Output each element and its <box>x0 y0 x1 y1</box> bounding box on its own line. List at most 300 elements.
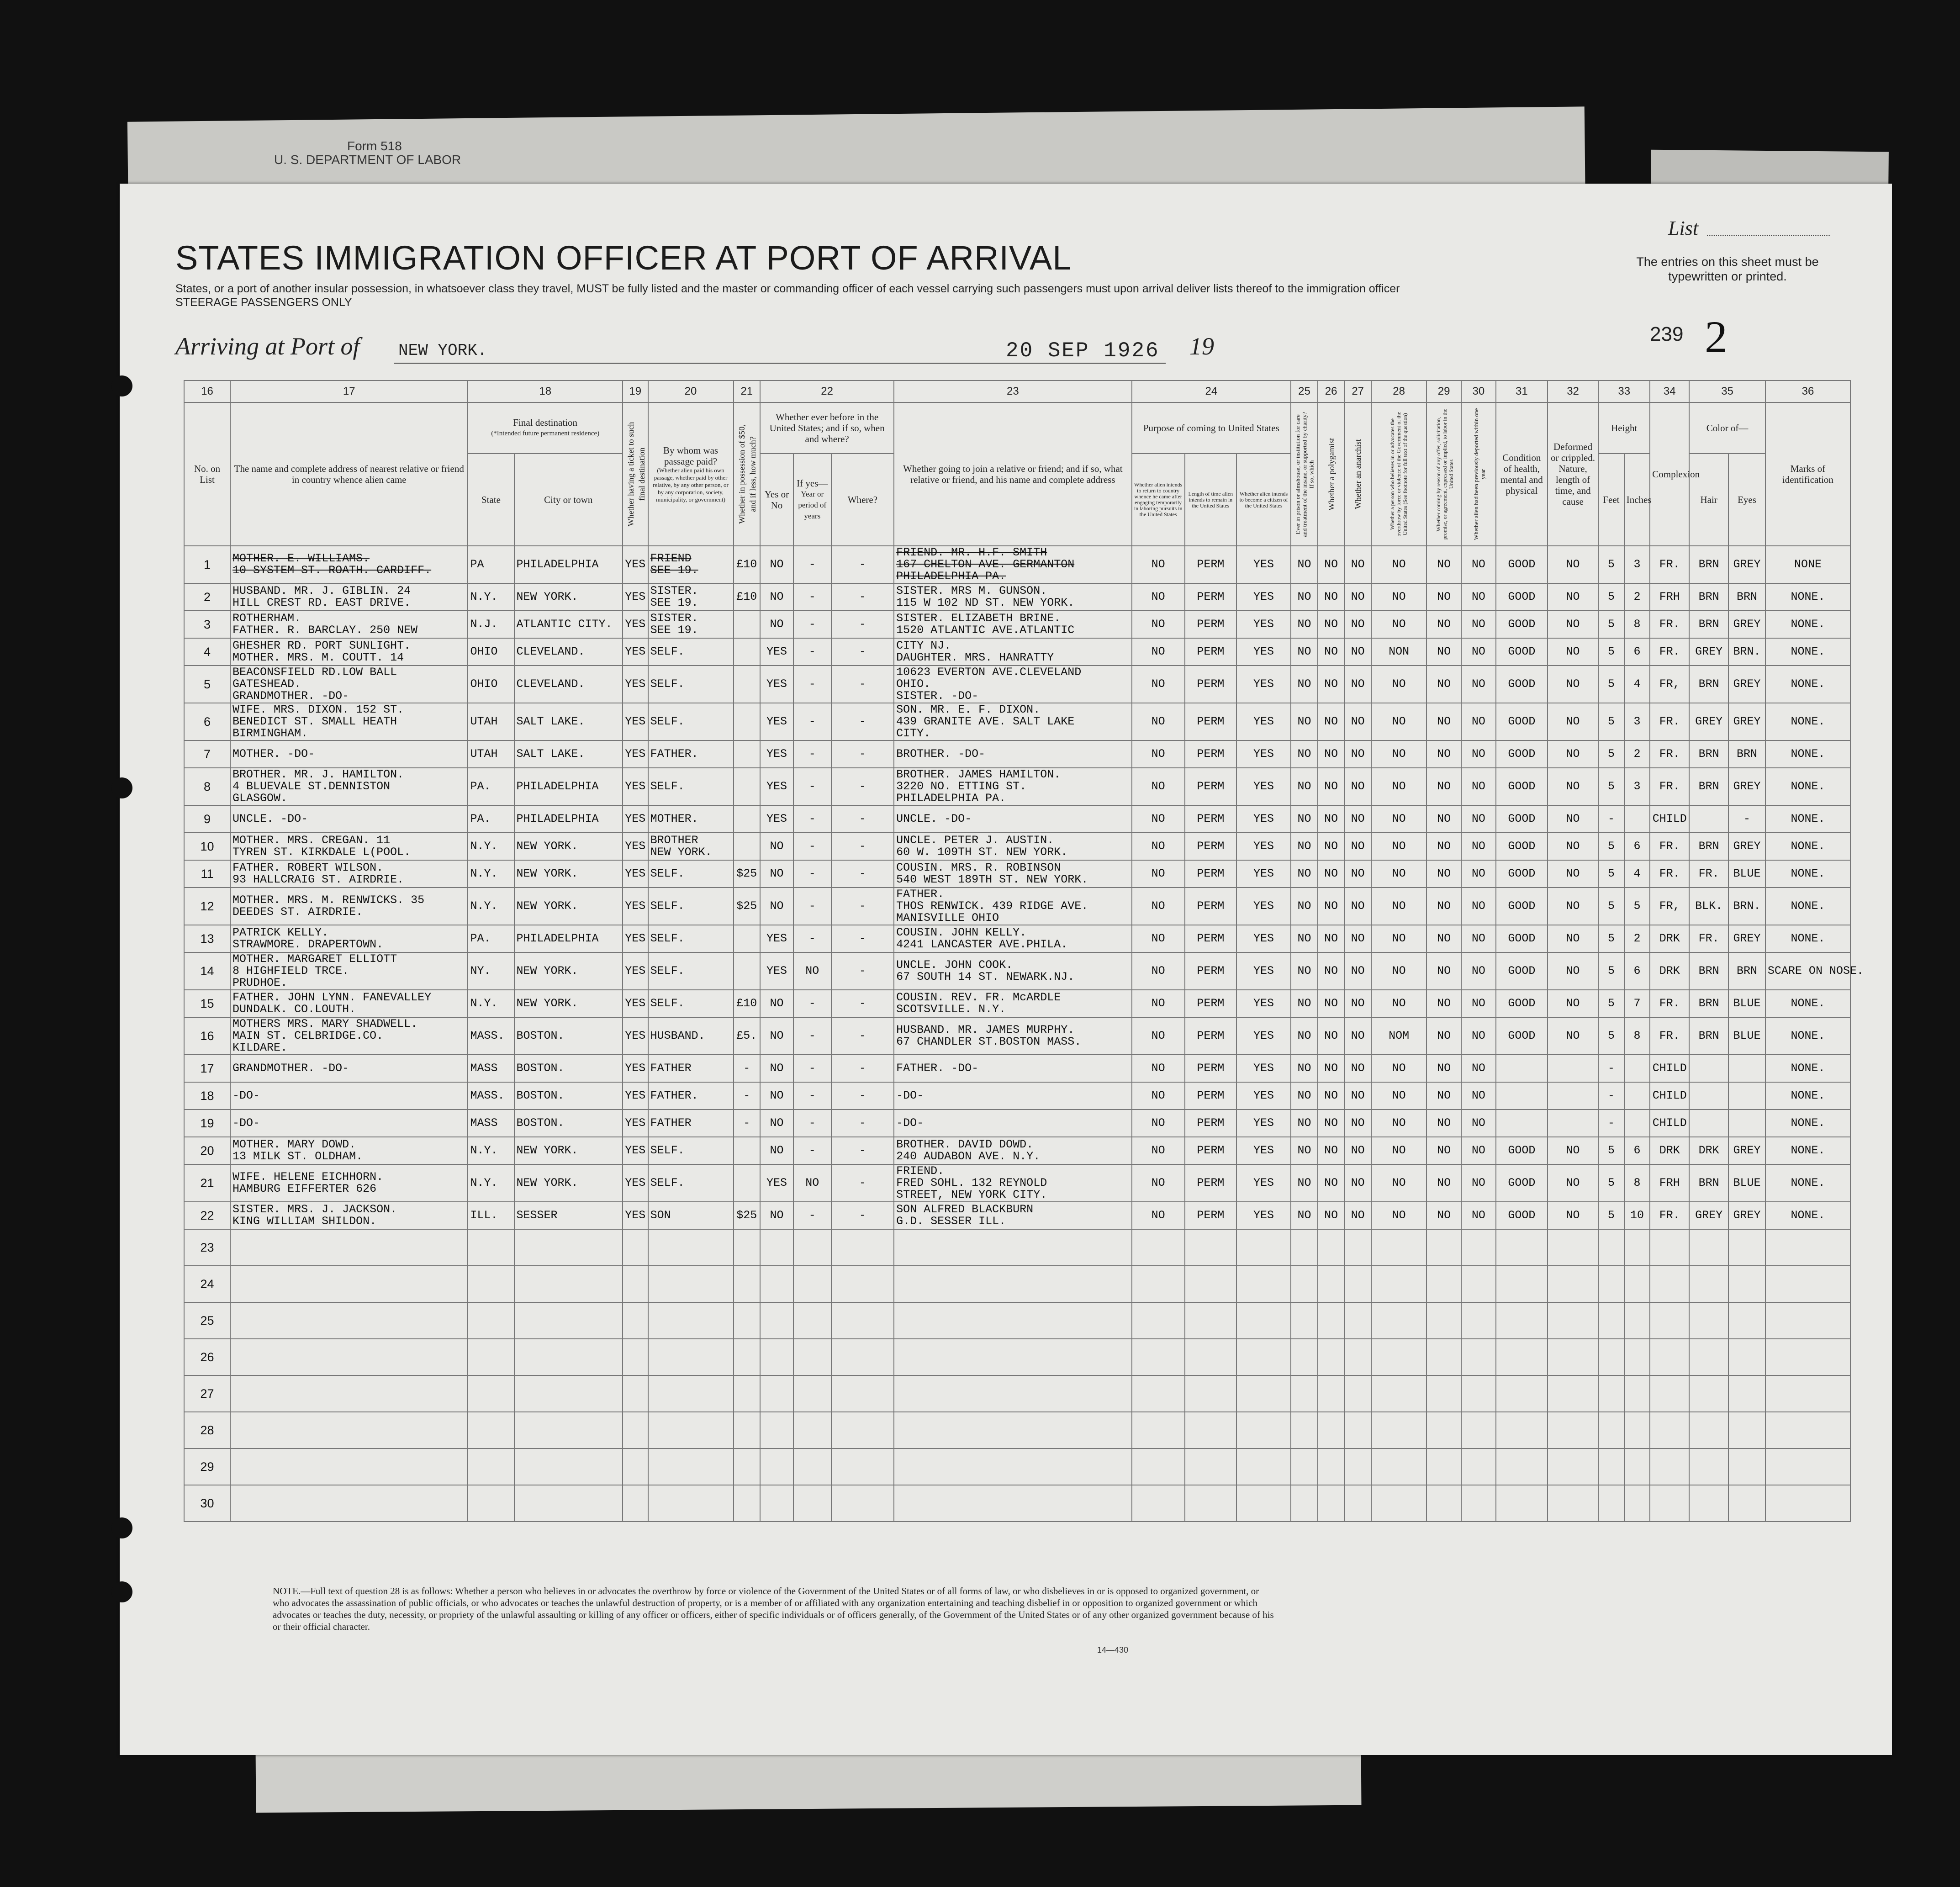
empty-cell <box>1689 1302 1728 1339</box>
year-label: 19 <box>1189 333 1214 360</box>
subtitle <box>175 282 1683 309</box>
empty-cell <box>1291 1412 1318 1448</box>
empty-cell <box>1728 1266 1765 1302</box>
passage-paid-by-line: FATHER. <box>650 1089 698 1102</box>
period-value: - <box>793 833 831 860</box>
eye-color: GREY <box>1728 666 1765 703</box>
header-complexion: Complexion <box>1650 402 1689 546</box>
q29-value: NO <box>1426 952 1461 990</box>
health-value: GOOD <box>1496 1017 1548 1055</box>
empty-cell <box>648 1412 734 1448</box>
empty-cell <box>1689 1339 1728 1375</box>
period-value: - <box>793 860 831 888</box>
destination-state: MASS. <box>468 1082 514 1110</box>
purpose-length: PERM <box>1185 1164 1236 1202</box>
period-value: - <box>793 1082 831 1110</box>
empty-cell <box>468 1375 514 1412</box>
empty-cell <box>514 1229 623 1266</box>
purpose-length: PERM <box>1185 703 1236 740</box>
q30-label: Whether alien had been previously deported within one year <box>1473 408 1487 540</box>
header-purpose-c <box>1236 454 1291 546</box>
empty-cell <box>514 1339 623 1375</box>
empty-cell <box>1496 1485 1548 1522</box>
empty-cell <box>894 1266 1131 1302</box>
joining-relative <box>894 703 1131 740</box>
empty-cell <box>623 1302 648 1339</box>
polygamist-value: NO <box>1318 546 1345 583</box>
prison-value: NO <box>1291 1202 1318 1229</box>
money-value <box>734 703 761 740</box>
destination-state: PA <box>468 546 514 583</box>
eye-color: BLUE <box>1728 990 1765 1017</box>
header-state: State <box>468 454 514 546</box>
purpose-return: NO <box>1132 583 1185 611</box>
relative-address-line: 93 HALLCRAIG ST. AIRDRIE. <box>232 873 404 886</box>
complexion-value: FR. <box>1650 638 1689 666</box>
empty-cell <box>1461 1266 1496 1302</box>
before-us-value: NO <box>760 990 793 1017</box>
destination-state: UTAH <box>468 740 514 768</box>
height-feet: - <box>1598 1110 1624 1137</box>
empty-cell <box>1236 1375 1291 1412</box>
prison-label: Ever in prison or almshouse, or institution for care and treatment of the insane, or supported by charity? If so, which <box>1294 412 1315 537</box>
prison-value: NO <box>1291 805 1318 833</box>
height-feet: - <box>1598 805 1624 833</box>
destination-state: N.Y. <box>468 833 514 860</box>
relative-address <box>230 1137 468 1164</box>
where-value: - <box>831 888 894 925</box>
header-q29 <box>1426 402 1461 546</box>
empty-cell <box>1461 1229 1496 1266</box>
purpose-length: PERM <box>1185 611 1236 638</box>
empty-cell <box>1344 1229 1371 1266</box>
before-us-value: YES <box>760 768 793 805</box>
health-value <box>1496 1055 1548 1082</box>
empty-cell <box>1548 1485 1598 1522</box>
joining-relative <box>894 1202 1131 1229</box>
table-row <box>184 740 1850 768</box>
height-inches: 6 <box>1624 833 1650 860</box>
relative-address <box>230 833 468 860</box>
relative-address <box>230 888 468 925</box>
where-value: - <box>831 703 894 740</box>
empty-cell <box>1624 1229 1650 1266</box>
empty-cell <box>1598 1448 1624 1485</box>
destination-city: CLEVELAND. <box>514 638 623 666</box>
empty-cell <box>1624 1412 1650 1448</box>
passage-paid-by <box>648 638 734 666</box>
eye-color: BLUE <box>1728 860 1765 888</box>
passage-paid-by <box>648 768 734 805</box>
passage-paid-by <box>648 1110 734 1137</box>
hair-color: GREY <box>1689 703 1728 740</box>
money-value: $25 <box>734 1202 761 1229</box>
empty-cell <box>1236 1412 1291 1448</box>
empty-cell <box>623 1339 648 1375</box>
height-inches: 3 <box>1624 703 1650 740</box>
empty-cell <box>1650 1375 1689 1412</box>
prison-value: NO <box>1291 1164 1318 1202</box>
where-value: - <box>831 638 894 666</box>
period-value: - <box>793 805 831 833</box>
punch-hole <box>111 777 132 798</box>
eye-color: GREY <box>1728 703 1765 740</box>
empty-cell <box>1185 1302 1236 1339</box>
passage-paid-by <box>648 1017 734 1055</box>
column-number-row <box>184 381 1850 402</box>
money-value: $25 <box>734 860 761 888</box>
empty-cell <box>831 1302 894 1339</box>
where-value: - <box>831 860 894 888</box>
purpose-citizen: YES <box>1236 833 1291 860</box>
header-inches: Inches <box>1624 454 1650 546</box>
empty-cell <box>1598 1485 1624 1522</box>
height-inches: 2 <box>1624 740 1650 768</box>
colnum: 19 <box>623 381 648 402</box>
anarchist-value: NO <box>1344 833 1371 860</box>
q30-value: NO <box>1461 1110 1496 1137</box>
empty-cell <box>1344 1375 1371 1412</box>
height-inches: 6 <box>1624 1137 1650 1164</box>
deformed-value <box>1548 1055 1598 1082</box>
passage-paid-by-line: SELF. <box>650 715 685 728</box>
purpose-citizen: YES <box>1236 666 1291 703</box>
identification-marks: NONE. <box>1765 1110 1850 1137</box>
handwritten-sheet-mark: 2 <box>1705 312 1728 362</box>
joining-relative <box>894 768 1131 805</box>
row-number: 12 <box>184 888 230 925</box>
purpose-return: NO <box>1132 833 1185 860</box>
eye-color <box>1728 1110 1765 1137</box>
header-deformed: Deformed or crippled. Nature, length of time, and cause <box>1548 402 1598 546</box>
passage-paid-by-line: FRIEND <box>650 552 692 565</box>
health-value: GOOD <box>1496 768 1548 805</box>
money-value <box>734 1164 761 1202</box>
empty-cell <box>230 1302 468 1339</box>
colnum: 16 <box>184 381 230 402</box>
prison-value: NO <box>1291 546 1318 583</box>
list-label: List <box>1668 217 1699 239</box>
destination-state: MASS <box>468 1055 514 1082</box>
row-number: 7 <box>184 740 230 768</box>
joining-relative-line: BROTHER. JAMES HAMILTON. <box>896 768 1061 781</box>
empty-cell <box>648 1485 734 1522</box>
joining-relative-line: COUSIN. MRS. R. ROBINSON <box>896 861 1061 874</box>
empty-cell <box>1185 1485 1236 1522</box>
relative-address <box>230 952 468 990</box>
before-us-value: YES <box>760 925 793 952</box>
empty-cell <box>734 1448 761 1485</box>
ticket-value: YES <box>623 990 648 1017</box>
empty-cell <box>1185 1339 1236 1375</box>
polygamist-value: NO <box>1318 805 1345 833</box>
colnum: 21 <box>734 381 761 402</box>
subtitle-text: States, or a port of another insular possession, in whatsoever class they travel, MUST be fully listed and the master or commanding officer of each vessel carrying such passengers must upon arrival deliver lists thereof to the immigration officer <box>175 282 1400 295</box>
complexion-value: FR. <box>1650 833 1689 860</box>
relative-address-line: WIFE. HELENE EICHHORN. <box>232 1170 384 1184</box>
q30-value: NO <box>1461 740 1496 768</box>
passage-paid-by <box>648 833 734 860</box>
period-value: - <box>793 740 831 768</box>
empty-cell <box>1318 1485 1345 1522</box>
anarchist-value: NO <box>1344 768 1371 805</box>
ticket-value: YES <box>623 925 648 952</box>
health-value: GOOD <box>1496 833 1548 860</box>
empty-cell <box>1624 1339 1650 1375</box>
before-us-value: YES <box>760 638 793 666</box>
height-feet: - <box>1598 1055 1624 1082</box>
relative-address-line: MAIN ST. CELBRIDGE.CO. <box>232 1029 384 1042</box>
entries-instruction: The entries on this sheet must be typewritten or printed. <box>1636 255 1819 283</box>
empty-cell <box>793 1412 831 1448</box>
header-final-destination <box>468 402 623 454</box>
joining-relative-line: 60 W. 109TH ST. NEW YORK. <box>896 846 1068 859</box>
destination-city: NEW YORK. <box>514 833 623 860</box>
hair-color: BRN <box>1689 768 1728 805</box>
hair-color: BRN <box>1689 1164 1728 1202</box>
if-yes-label: If yes— <box>797 478 828 489</box>
empty-cell <box>1496 1412 1548 1448</box>
ticket-value: YES <box>623 638 648 666</box>
period-value: - <box>793 1202 831 1229</box>
joining-relative-line: 240 AUDABON AVE. N.Y. <box>896 1150 1041 1163</box>
identification-marks: NONE. <box>1765 1202 1850 1229</box>
empty-cell <box>514 1412 623 1448</box>
purpose-citizen: YES <box>1236 1082 1291 1110</box>
q30-value: NO <box>1461 952 1496 990</box>
empty-cell <box>894 1375 1131 1412</box>
empty-cell <box>1185 1266 1236 1302</box>
relative-address-line: WIFE. MRS. DIXON. 152 ST. <box>232 703 404 716</box>
anarchist-label: Whether an anarchist <box>1353 439 1363 509</box>
empty-cell <box>468 1448 514 1485</box>
polygamist-value: NO <box>1318 666 1345 703</box>
header-color-of: Color of— <box>1689 402 1765 454</box>
row-number: 18 <box>184 1082 230 1110</box>
purpose-return: NO <box>1132 546 1185 583</box>
row-number: 10 <box>184 833 230 860</box>
empty-cell <box>1689 1412 1728 1448</box>
ticket-value: YES <box>623 740 648 768</box>
purpose-length: PERM <box>1185 638 1236 666</box>
deformed-value: NO <box>1548 1137 1598 1164</box>
q28-value: NO <box>1371 1137 1426 1164</box>
empty-cell <box>1132 1485 1185 1522</box>
polygamist-value: NO <box>1318 1137 1345 1164</box>
deformed-value: NO <box>1548 860 1598 888</box>
relative-address-line: 13 MILK ST. OLDHAM. <box>232 1150 363 1163</box>
empty-cell <box>1318 1412 1345 1448</box>
passage-paid-by-line: SEE 19. <box>650 624 698 637</box>
complexion-value: FR. <box>1650 768 1689 805</box>
colnum: 24 <box>1132 381 1291 402</box>
prison-value: NO <box>1291 952 1318 990</box>
empty-cell <box>648 1448 734 1485</box>
empty-cell <box>793 1339 831 1375</box>
complexion-value: DRK <box>1650 1137 1689 1164</box>
purpose-citizen: YES <box>1236 888 1291 925</box>
empty-cell <box>1496 1302 1548 1339</box>
passage-paid-by-line: MOTHER. <box>650 812 698 825</box>
identification-marks: NONE. <box>1765 925 1850 952</box>
joining-relative <box>894 1055 1131 1082</box>
joining-relative-line: THOS RENWICK. 439 RIDGE AVE. <box>896 899 1088 913</box>
deformed-value: NO <box>1548 888 1598 925</box>
ticket-value: YES <box>623 546 648 583</box>
ticket-value: YES <box>623 703 648 740</box>
passage-paid-by <box>648 703 734 740</box>
q29-value: NO <box>1426 805 1461 833</box>
health-value: GOOD <box>1496 888 1548 925</box>
colnum: 26 <box>1318 381 1345 402</box>
empty-cell <box>623 1485 648 1522</box>
destination-city: NEW YORK. <box>514 860 623 888</box>
destination-city: BOSTON. <box>514 1017 623 1055</box>
empty-cell <box>1728 1448 1765 1485</box>
health-value: GOOD <box>1496 611 1548 638</box>
joining-relative <box>894 740 1131 768</box>
destination-city: ATLANTIC CITY. <box>514 611 623 638</box>
q29-value: NO <box>1426 583 1461 611</box>
empty-cell <box>1765 1302 1850 1339</box>
table-row <box>184 833 1850 860</box>
relative-address-line: MOTHER. MRS. M. RENWICKS. 35 <box>232 893 425 907</box>
table-row-empty <box>184 1339 1850 1375</box>
empty-cell <box>1344 1412 1371 1448</box>
deformed-value: NO <box>1548 833 1598 860</box>
joining-relative-line: FRIEND. <box>896 1164 945 1178</box>
destination-state: MASS. <box>468 1017 514 1055</box>
empty-cell <box>1344 1448 1371 1485</box>
joining-relative-line: CITY. <box>896 727 931 740</box>
empty-cell <box>1728 1375 1765 1412</box>
empty-cell <box>1548 1412 1598 1448</box>
joining-relative <box>894 888 1131 925</box>
height-feet: 5 <box>1598 768 1624 805</box>
empty-cell <box>894 1302 1131 1339</box>
deformed-value: NO <box>1548 1164 1598 1202</box>
relative-address-line: 10 SYSTEM ST. ROATH. CARDIFF. <box>232 564 432 577</box>
height-inches: 4 <box>1624 666 1650 703</box>
row-number: 26 <box>184 1339 230 1375</box>
empty-cell <box>1765 1412 1850 1448</box>
relative-address-line: BENEDICT ST. SMALL HEATH <box>232 715 397 728</box>
where-value: - <box>831 925 894 952</box>
colnum: 34 <box>1650 381 1689 402</box>
where-value: - <box>831 1017 894 1055</box>
purpose-length: PERM <box>1185 583 1236 611</box>
joining-relative-line: 67 SOUTH 14 ST. NEWARK.NJ. <box>896 970 1075 983</box>
empty-cell <box>831 1266 894 1302</box>
relative-address <box>230 1055 468 1082</box>
row-number: 22 <box>184 1202 230 1229</box>
polygamist-label: Whether a polygamist <box>1326 438 1336 511</box>
relative-address-line: MOTHER. MARGARET ELLIOTT <box>232 952 397 966</box>
form-number: Form 518 <box>347 139 402 153</box>
eye-color: BRN. <box>1728 888 1765 925</box>
relative-address-line: ROTHERHAM. <box>232 612 301 625</box>
empty-cell <box>1624 1448 1650 1485</box>
polygamist-value: NO <box>1318 1202 1345 1229</box>
joining-relative-line: BROTHER. DAVID DOWD. <box>896 1138 1034 1151</box>
eye-color: BLUE <box>1728 1164 1765 1202</box>
empty-cell <box>1461 1339 1496 1375</box>
complexion-value: DRK <box>1650 925 1689 952</box>
destination-state: PA. <box>468 768 514 805</box>
table-row <box>184 888 1850 925</box>
joining-relative <box>894 833 1131 860</box>
period-value: - <box>793 768 831 805</box>
passage-paid-by-line: SELF. <box>650 645 685 658</box>
identification-marks: NONE. <box>1765 583 1850 611</box>
relative-address <box>230 611 468 638</box>
q30-value: NO <box>1461 990 1496 1017</box>
empty-cell <box>230 1412 468 1448</box>
prison-value: NO <box>1291 740 1318 768</box>
passage-paid-by-line: SELF. <box>650 899 685 913</box>
relative-address <box>230 638 468 666</box>
health-value: GOOD <box>1496 1202 1548 1229</box>
money-value: £5. <box>734 1017 761 1055</box>
where-value: - <box>831 1137 894 1164</box>
prison-value: NO <box>1291 925 1318 952</box>
empty-cell <box>1236 1229 1291 1266</box>
purpose-return: NO <box>1132 990 1185 1017</box>
anarchist-value: NO <box>1344 888 1371 925</box>
empty-cell <box>1548 1448 1598 1485</box>
table-row <box>184 1055 1850 1082</box>
complexion-value: FRH <box>1650 1164 1689 1202</box>
empty-cell <box>1236 1266 1291 1302</box>
ticket-label: Whether having a ticket to such final destination <box>626 422 646 527</box>
eye-color: - <box>1728 805 1765 833</box>
row-number: 25 <box>184 1302 230 1339</box>
joining-relative-line: STREET, NEW YORK CITY. <box>896 1188 1047 1201</box>
joining-relative-line: UNCLE. PETER J. AUSTIN. <box>896 834 1054 847</box>
relative-address <box>230 666 468 703</box>
where-value: - <box>831 611 894 638</box>
joining-relative-line: HUSBAND. MR. JAMES MURPHY. <box>896 1023 1075 1036</box>
colnum: 36 <box>1765 381 1850 402</box>
purpose-return: NO <box>1132 1137 1185 1164</box>
hair-color: DRK <box>1689 1137 1728 1164</box>
complexion-value: FR. <box>1650 611 1689 638</box>
joining-relative <box>894 611 1131 638</box>
identification-marks: NONE. <box>1765 1137 1850 1164</box>
purpose-citizen: YES <box>1236 1110 1291 1137</box>
hair-color: BRN <box>1689 952 1728 990</box>
row-number: 30 <box>184 1485 230 1522</box>
empty-cell <box>831 1485 894 1522</box>
joining-relative-line: UNCLE. -DO- <box>896 812 972 825</box>
passage-paid-by <box>648 1137 734 1164</box>
destination-city: BOSTON. <box>514 1110 623 1137</box>
header-row-1 <box>184 402 1850 454</box>
empty-cell <box>514 1302 623 1339</box>
relative-address-line: 4 BLUEVALE ST.DENNISTON <box>232 780 391 793</box>
relative-address <box>230 583 468 611</box>
empty-cell <box>793 1302 831 1339</box>
empty-cell <box>1461 1412 1496 1448</box>
empty-cell <box>514 1375 623 1412</box>
relative-address-line: UNCLE. -DO- <box>232 812 308 825</box>
joining-relative <box>894 805 1131 833</box>
ticket-value: YES <box>623 952 648 990</box>
prison-value: NO <box>1291 703 1318 740</box>
empty-cell <box>734 1339 761 1375</box>
relative-address-line: GLASGOW. <box>232 792 288 805</box>
destination-city: PHILADELPHIA <box>514 805 623 833</box>
